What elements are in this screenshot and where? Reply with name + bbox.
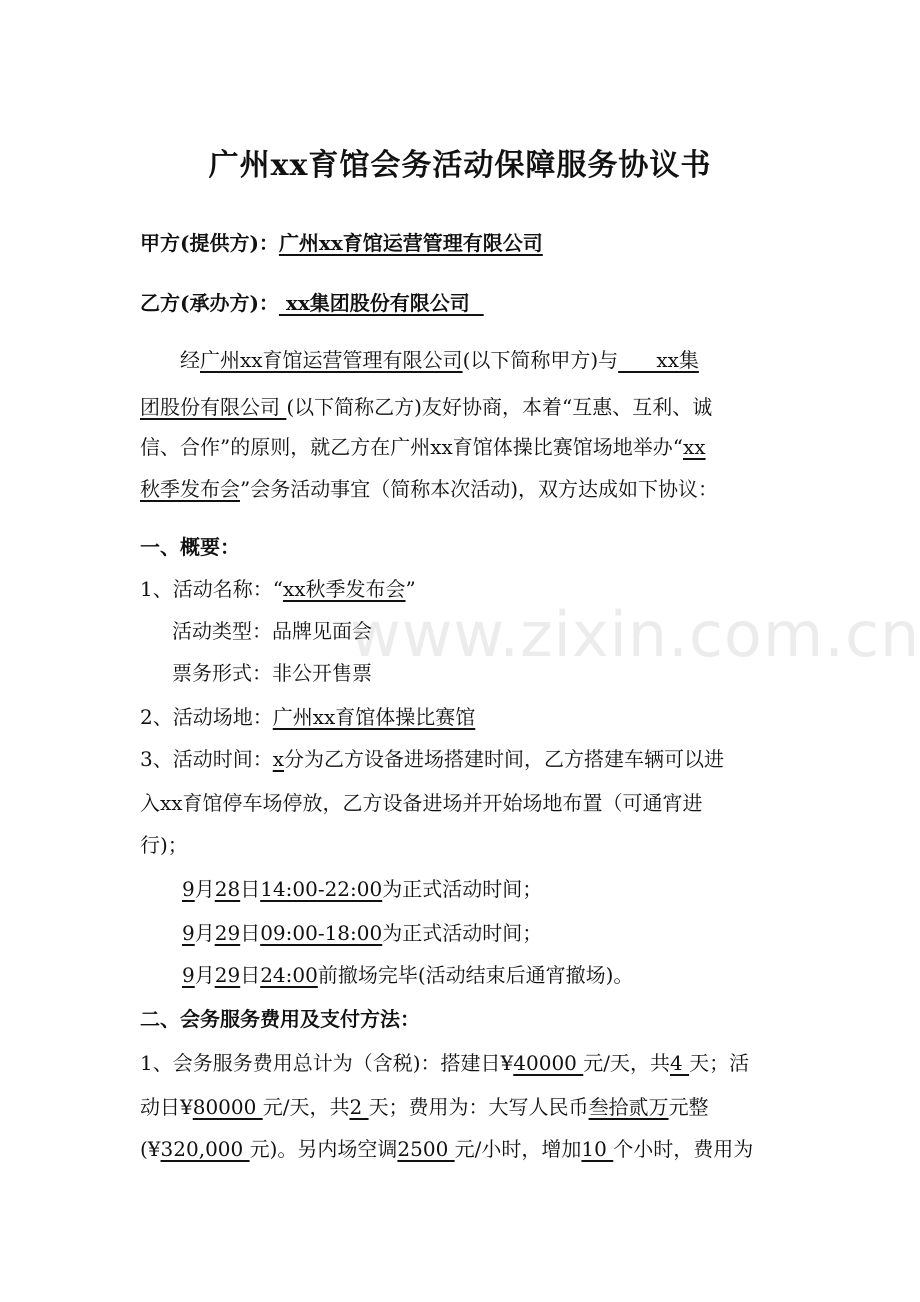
fee-text: 元/小时，增加 [454,1137,582,1161]
schedule-desc: 为正式活动时间； [382,921,543,945]
activity-name: xx秋季发布会 [282,577,406,601]
intro-party-b-name: xx集 [618,348,699,372]
total-fee-words: 叁拾贰万 [588,1095,669,1119]
total-fee: 320,000 [160,1137,250,1161]
intro-event-name: 秋季发布会 [140,477,240,501]
schedule-desc: 前撤场完毕(活动结束后通宵撤场)。 [317,963,634,987]
watermark: www.zixin.com.cn [350,598,920,671]
ticket-type-line: 票务形式：非公开售票 [172,661,372,685]
item-label: 2、活动场地： [140,705,273,729]
item-label: 3、活动时间： [140,747,273,771]
setup-days: 4 [670,1051,690,1075]
party-b-line [140,288,785,318]
intro-line-4 [140,474,785,504]
schedule-month: 9 [182,921,195,945]
time-line-2: 入xx育馆停车场停放，乙方设备进场并开始场地布置（可通宵进 [140,791,703,815]
extra-hours: 10 [581,1137,614,1161]
intro-party-b-name: 团股份有限公司 [140,395,287,419]
item-text: 分为乙方设备进场搭建时间，乙方搭建车辆可以进 [284,747,725,771]
event-day-fee: 80000 [192,1095,263,1119]
schedule-day: 28 [214,877,241,901]
schedule-unit: 月 [194,921,215,945]
item-label: 1、活动名称：“ [140,577,283,601]
intro-text: ”会务活动事宜（简称本次活动)，双方达成如下协议： [240,477,719,501]
setup-day-fee: 40000 [513,1051,584,1075]
intro-event-name: xx [683,435,706,459]
section1-heading: 一、概要： [140,535,240,559]
fee-text: 元/天，共 [262,1095,350,1119]
schedule-row-1 [182,874,827,904]
fee-text: 元)。另内场空调 [249,1137,398,1161]
intro-text: 信、合作”的原则，就乙方在广州xx育馆体操比赛馆场地举办“ [140,435,684,459]
schedule-month: 9 [182,877,195,901]
fee-line-1 [140,1048,785,1078]
schedule-row-2 [182,918,827,948]
intro-line-3 [140,432,785,462]
party-a-line [140,228,785,258]
intro-line-1 [180,345,825,375]
schedule-row-3 [182,960,827,990]
activity-type-line: 活动类型：品牌见面会 [172,619,372,643]
schedule-day: 29 [214,963,241,987]
schedule-unit: 月 [194,963,215,987]
setup-time: x [272,747,285,771]
fee-text: 动日¥ [140,1095,193,1119]
party-a-name: 广州xx育馆运营管理有限公司 [278,231,543,255]
venue-line [140,702,785,732]
section2-heading: 二、会务服务费用及支付方法： [140,1007,420,1031]
fee-line-2 [140,1092,785,1122]
fee-text: 个小时，费用为 [613,1137,754,1161]
party-a-label: 甲方(提供方)： [140,231,279,255]
schedule-time: 14:00-22:00 [260,877,383,901]
fee-line-3 [140,1134,785,1164]
fee-text: 1、会务服务费用总计为（含税)：搭建日¥ [140,1051,514,1075]
intro-text: 经 [180,348,200,372]
item-text: ” [405,577,416,601]
intro-text: (以下简称乙方)友好协商，本着“互惠、互利、诚 [286,395,713,419]
schedule-month: 9 [182,963,195,987]
schedule-unit: 日 [240,921,261,945]
document-title: 广州xx育馆会务活动保障服务协议书 [208,148,712,183]
fee-text: 天；费用为：大写人民币 [368,1095,589,1119]
schedule-unit: 月 [194,877,215,901]
time-line-3: 行)； [140,833,188,857]
venue-name: 广州xx育馆体操比赛馆 [272,705,476,729]
schedule-unit: 日 [240,963,261,987]
schedule-time: 24:00 [260,963,318,987]
party-b-name: xx集团股份有限公司 [278,291,484,315]
schedule-day: 29 [214,921,241,945]
fee-text: 天；活 [689,1051,750,1075]
schedule-desc: 为正式活动时间； [382,877,543,901]
party-b-label: 乙方(承办方)： [140,291,279,315]
time-line-1 [140,744,785,774]
fee-text: (¥ [140,1137,161,1161]
intro-text: (以下简称甲方)与 [462,348,619,372]
fee-text: 元/天，共 [583,1051,670,1075]
event-days: 2 [349,1095,369,1119]
fee-text: 元整 [668,1095,709,1119]
aircon-fee: 2500 [397,1137,455,1161]
schedule-time: 09:00-18:00 [260,921,383,945]
intro-line-2 [140,392,785,422]
intro-party-a-name: 广州xx育馆运营管理有限公司 [200,348,463,372]
schedule-unit: 日 [240,877,261,901]
